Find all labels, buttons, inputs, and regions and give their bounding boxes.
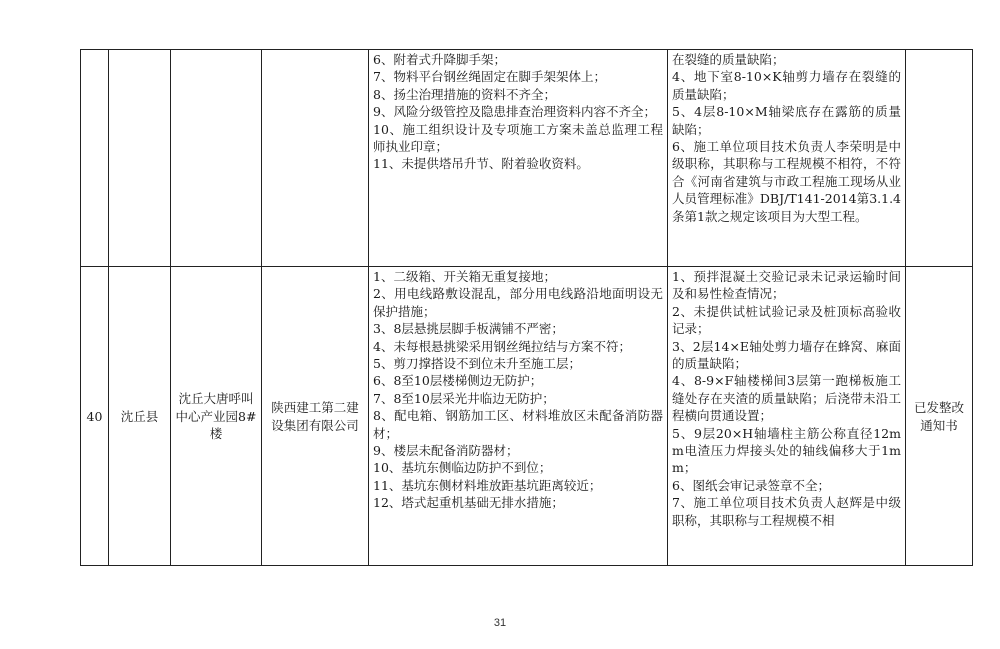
safety-issue: 3、8层悬挑层脚手板满铺不严密；	[373, 321, 564, 337]
inspection-table	[80, 49, 973, 566]
safety-issue: 11、基坑东侧材料堆放距基坑距离较近；	[373, 477, 602, 493]
quality-issues-cell	[668, 50, 906, 267]
quality-issue: 2、未提供试桩试验记录及桩顶标高验收记录；	[672, 303, 901, 337]
county-cell: 沈丘县	[109, 267, 171, 566]
safety-issue: 6、附着式升降脚手架；	[373, 52, 506, 67]
safety-issue: 5、剪刀撑搭设不到位未升至施工层；	[373, 356, 581, 372]
company-cell	[262, 50, 369, 267]
quality-issue: 6、图纸会审记录签章不全；	[672, 477, 830, 493]
company-cell: 陕西建工第二建设集团有限公司	[262, 267, 369, 566]
page-number: 31	[493, 617, 507, 629]
safety-issue: 12、塔式起重机基础无排水措施；	[373, 495, 564, 511]
safety-issue: 10、施工组织设计及专项施工方案未盖总监理工程师执业印章；	[373, 121, 663, 155]
safety-issues-cell	[369, 267, 668, 566]
quality-issue: 4、地下室8-10×K轴剪力墙存在裂缝的质量缺陷；	[672, 69, 901, 102]
quality-issue: 3、2层14×E轴处剪力墙存在蜂窝、麻面的质量缺陷；	[672, 338, 901, 372]
row-number: 40	[81, 267, 109, 566]
safety-issues-cell	[369, 50, 668, 267]
quality-issue: 5、4层8-10×M轴梁底存在露筋的质量缺陷；	[672, 104, 901, 137]
safety-issue: 1、二级箱、开关箱无重复接地；	[373, 269, 556, 284]
quality-issue: 7、施工单位项目技术负责人赵辉是中级职称，其职称与工程规模不相	[672, 495, 901, 528]
safety-issue: 10、基坑东侧临边防护不到位；	[373, 460, 552, 476]
table-row	[81, 267, 973, 566]
action-cell	[906, 50, 973, 267]
safety-issue: 9、楼层未配备消防器材；	[373, 443, 519, 459]
safety-issue: 4、未每根悬挑梁采用钢丝绳拉结与方案不符；	[373, 338, 631, 354]
quality-issue: 6、施工单位项目技术负责人李荣明是中级职称，其职称与工程规模不相符，不符合《河南省建筑与市政工程施工现场从业人员管理标准》DBJ/T141-2014第3.1.4条第1款之规定该项目为大型工程。	[672, 139, 901, 224]
safety-issue: 11、未提供塔吊升节、附着验收资料。	[373, 156, 589, 172]
county-cell	[109, 50, 171, 267]
quality-issue: 4、8-9×F轴楼梯间3层第一跑梯板施工缝处存在夹渣的质量缺陷；后浇带未沿工程横向贯通设置；	[672, 373, 901, 424]
project-cell: 沈丘大唐呼叫中心产业园8#楼	[171, 267, 262, 566]
quality-issues-cell	[668, 267, 906, 566]
safety-issue: 9、风险分级管控及隐患排查治理资料内容不齐全；	[373, 104, 656, 120]
safety-issue: 7、物料平台钢丝绳固定在脚手架架体上；	[373, 69, 606, 85]
quality-issue: 5、9层20×H轴墙柱主筋公称直径12mm电渣压力焊接头处的轴线偏移大于1mm；	[672, 425, 901, 476]
action-cell: 已发整改通知书	[906, 267, 973, 566]
quality-issue: 1、预拌混凝土交验记录未记录运输时间及和易性检查情况；	[672, 269, 901, 302]
safety-issue: 2、用电线路敷设混乱，部分用电线路沿地面明设无保护措施；	[373, 286, 663, 319]
row-number	[81, 50, 109, 267]
project-cell	[171, 50, 262, 267]
quality-issue: 在裂缝的质量缺陷；	[672, 52, 785, 67]
safety-issue: 8、扬尘治理措施的资料不齐全；	[373, 86, 556, 102]
safety-issue: 8、配电箱、钢筋加工区、材料堆放区未配备消防器材；	[373, 408, 663, 441]
safety-issue: 7、8至10层采光井临边无防护；	[373, 390, 555, 406]
safety-issue: 6、8至10层楼梯侧边无防护；	[373, 373, 543, 389]
table-row	[81, 50, 973, 267]
